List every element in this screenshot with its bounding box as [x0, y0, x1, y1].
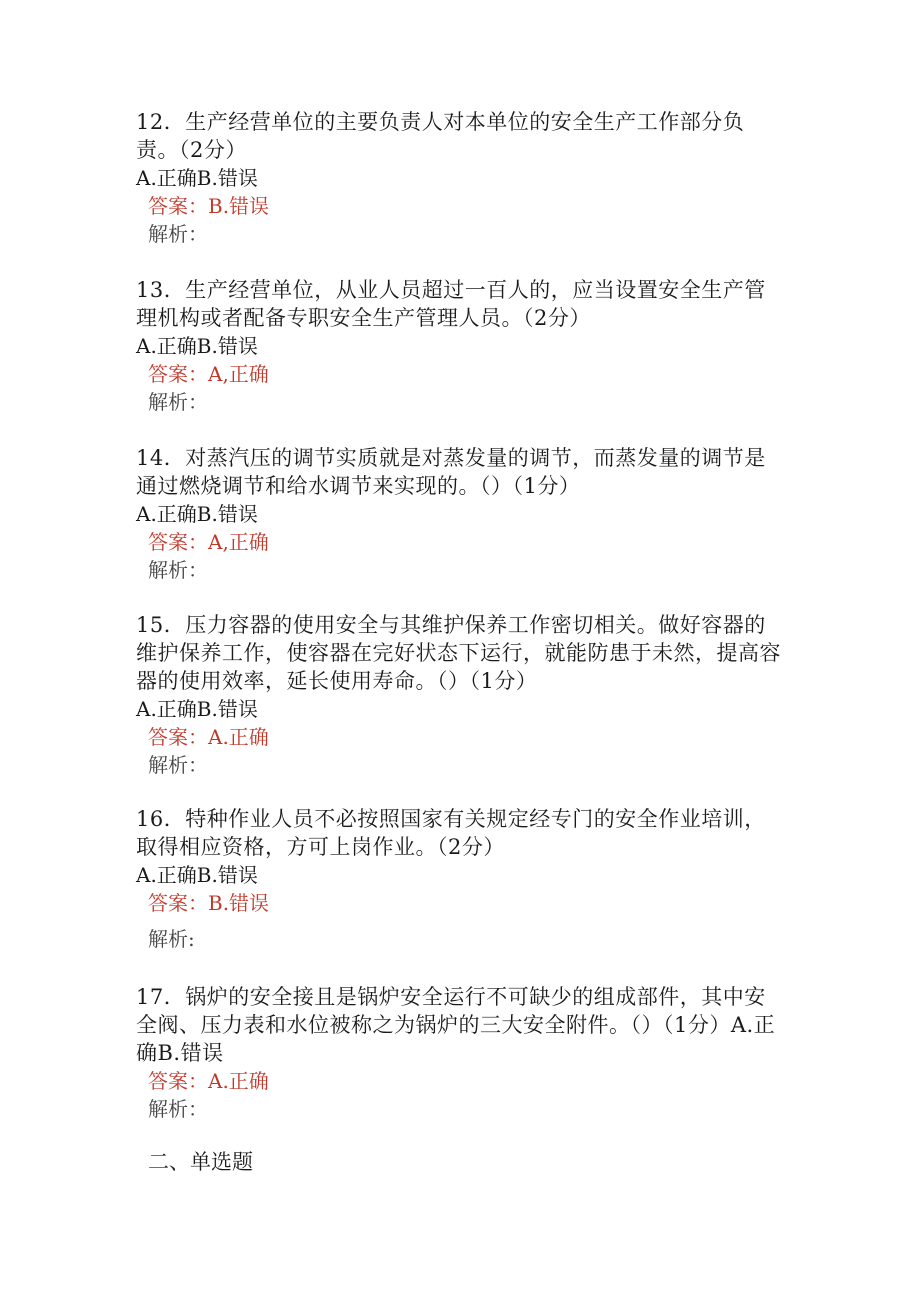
question-text: 16．特种作业人员不必按照国家有关规定经专门的安全作业培训，取得相应资格，方可上岗作业。（2分） [136, 807, 766, 859]
question-answer: 答案：B.错误 [148, 194, 270, 218]
question-answer: 答案：A,正确 [148, 362, 269, 386]
question-text: 13．生产经营单位，从业人员超过一百人的，应当设置安全生产管理机构或者配备专职安全生产管理人员。（2分） [136, 278, 766, 330]
question-13 [136, 276, 786, 416]
question-analysis: 解析： [148, 222, 208, 246]
question-answer: 答案：A.正确 [148, 1069, 269, 1093]
question-14 [136, 444, 786, 584]
question-analysis: 解析： [148, 1097, 208, 1121]
question-17 [136, 983, 786, 1123]
question-analysis: 解析: [148, 927, 195, 951]
question-text: 15．压力容器的使用安全与其维护保养工作密切相关。做好容器的维护保养工作，使容器在完好状态下运行，就能防患于未然，提高容器的使用效率，延长使用寿命。（）（1分） [136, 613, 781, 693]
section-heading: 二、单选题 [148, 1150, 253, 1174]
question-options: A.正确B.错误 [136, 166, 258, 190]
question-answer: 答案：B.错误 [148, 891, 270, 915]
question-analysis: 解析： [148, 558, 208, 582]
question-12 [136, 108, 786, 248]
question-options: A.正确B.错误 [136, 863, 258, 887]
question-options: A.正确B.错误 [136, 334, 258, 358]
question-text: 14．对蒸汽压的调节实质就是对蒸发量的调节，而蒸发量的调节是通过燃烧调节和给水调节来实现的。（）（1分） [136, 446, 766, 498]
question-answer: 答案：A.正确 [148, 725, 269, 749]
question-analysis: 解析： [148, 753, 208, 777]
question-15 [136, 611, 786, 779]
question-options: A.正确B.错误 [136, 697, 258, 721]
question-text: 12．生产经营单位的主要负责人对本单位的安全生产工作部分负责。（2分） [136, 110, 745, 162]
question-16 [136, 805, 786, 953]
question-analysis: 解析： [148, 390, 208, 414]
question-text: 17．锅炉的安全接且是锅炉安全运行不可缺少的组成部件，其中安全阀、压力表和水位被称之为锅炉的三大安全附件。（）（1分）A.正确B.错误 [136, 985, 776, 1065]
question-answer: 答案：A,正确 [148, 530, 269, 554]
question-options: A.正确B.错误 [136, 502, 258, 526]
